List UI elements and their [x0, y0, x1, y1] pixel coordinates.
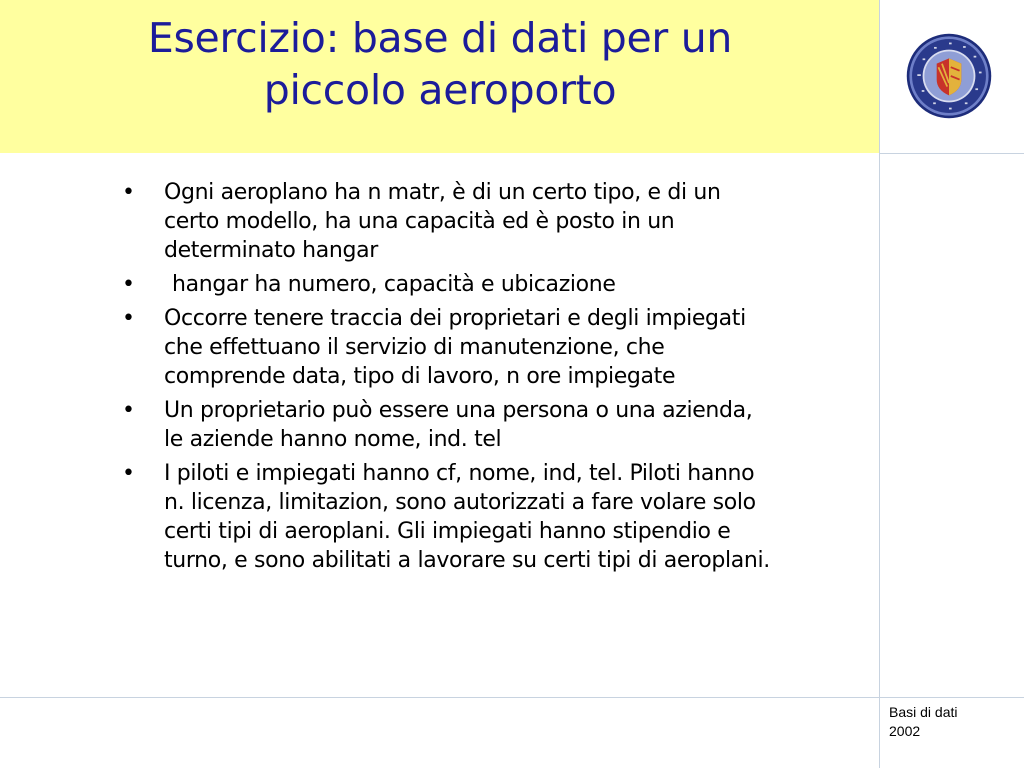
bullet-item: [122, 304, 772, 391]
bullet-dot: •: [122, 272, 135, 297]
bullet-item: [122, 178, 772, 265]
footer-year: 2002: [889, 723, 921, 739]
bullet-item: [122, 270, 772, 299]
bullet-dot: •: [122, 461, 135, 486]
bullet-text: Un proprietario può essere una persona o una azienda, le aziende hanno nome, ind. tel: [164, 398, 753, 452]
university-seal-icon: [905, 32, 993, 120]
bullet-text: Occorre tenere traccia dei proprietari e degli impiegati che effettuano il servizio di manutenzione, che comprende data, tipo di lavoro, n ore impiegate: [164, 306, 746, 389]
bullet-list: [122, 178, 772, 580]
slide-title: [0, 12, 880, 116]
logo-panel-divider: [879, 153, 1024, 154]
footer-course: Basi di dati: [889, 704, 958, 720]
slide-title-line-1: Esercizio: base di dati per un: [147, 14, 733, 62]
bullet-dot: •: [122, 180, 135, 205]
bullet-dot: •: [122, 306, 135, 331]
bullet-dot: •: [122, 398, 135, 423]
right-panel-divider: [879, 0, 880, 768]
footer-divider: [0, 697, 1024, 698]
bullet-text: I piloti e impiegati hanno cf, nome, ind, tel. Piloti hanno n. licenza, limitazion, sono autorizzati a fare volare solo certi tipi di aeroplani. Gli impiegati hanno stipendio e turno, e sono abilitati a lavorare su certi tipi di aeroplani.: [164, 461, 770, 573]
bullet-item: [122, 396, 772, 454]
footer-label: [889, 703, 1009, 741]
title-band: [0, 0, 880, 153]
bullet-text: hangar ha numero, capacità e ubicazione: [172, 272, 616, 297]
bullet-item: [122, 459, 772, 575]
bullet-text: Ogni aeroplano ha n matr, è di un certo tipo, e di un certo modello, ha una capacità ed è posto in un determinato hangar: [164, 180, 721, 263]
slide-title-line-2: piccolo aeroporto: [263, 66, 617, 114]
